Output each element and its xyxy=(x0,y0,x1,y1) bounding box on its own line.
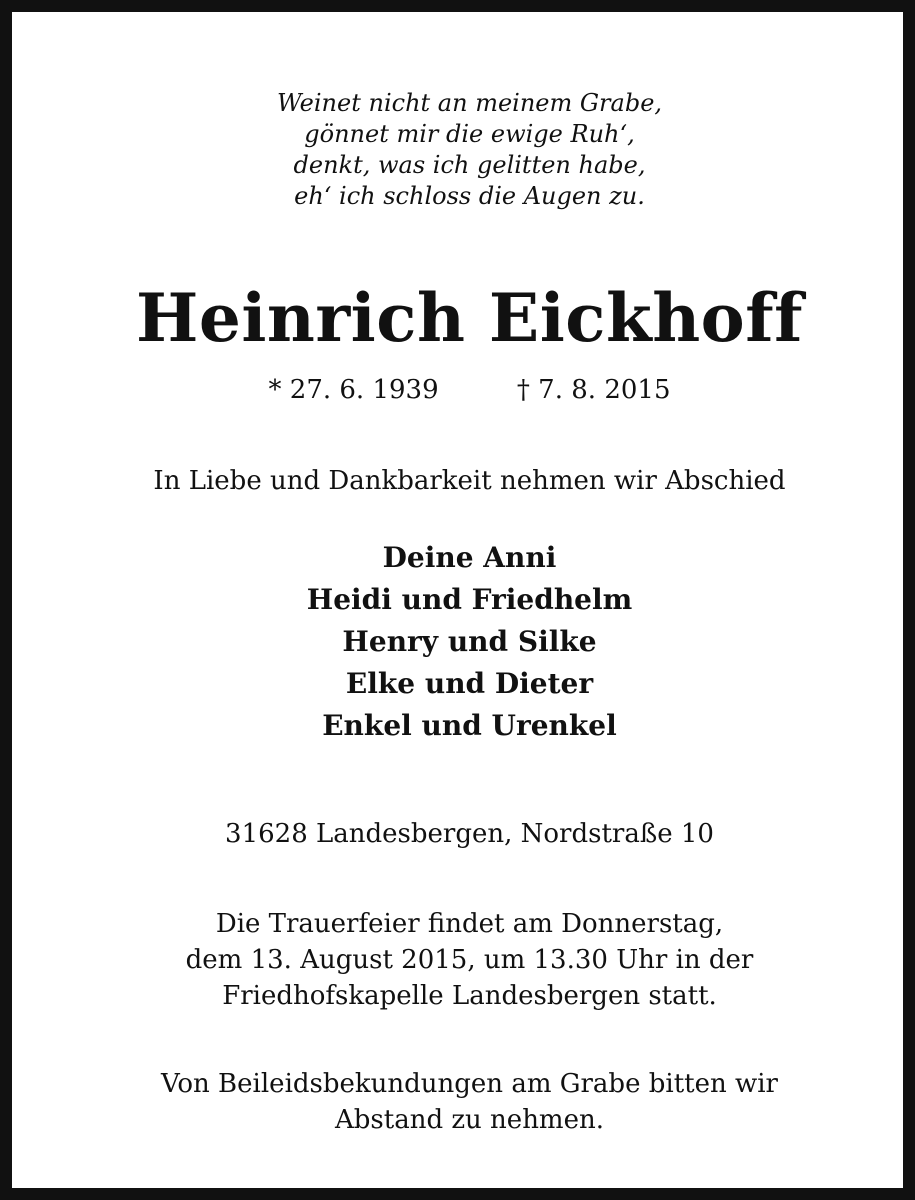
poem-line: Weinet nicht an meinem Grabe, xyxy=(276,89,663,117)
service-line: dem 13. August 2015, um 13.30 Uhr in der xyxy=(185,945,754,975)
mourner-name: Enkel und Urenkel xyxy=(322,709,617,742)
family-address: 31628 Landesbergen, Nordstraße 10 xyxy=(225,819,714,849)
mourner-name: Heidi und Friedhelm xyxy=(306,583,633,616)
birth-date: * 27. 6. 1939 xyxy=(268,375,439,405)
deceased-name: Heinrich Eickhoff xyxy=(136,279,803,357)
funeral-service-notice xyxy=(12,906,915,1014)
farewell-text: In Liebe und Dankbarkeit nehmen wir Abschied xyxy=(153,466,786,496)
condolence-line: Abstand zu nehmen. xyxy=(334,1105,604,1135)
mourner-name: Deine Anni xyxy=(382,541,557,574)
poem-line: gönnet mir die ewige Ruh‘, xyxy=(304,120,635,148)
mourner-name: Elke und Dieter xyxy=(345,667,594,700)
service-line: Friedhofskapelle Landesbergen statt. xyxy=(222,981,717,1011)
poem-line: eh‘ ich schloss die Augen zu. xyxy=(294,182,645,210)
poem-verse xyxy=(12,88,915,212)
life-dates xyxy=(12,373,915,407)
mourner-name: Henry und Silke xyxy=(342,625,597,658)
condolence-line: Von Beileidsbekundungen am Grabe bitten wir xyxy=(161,1069,778,1099)
condolence-notice xyxy=(12,1066,915,1138)
service-line: Die Trauerfeier findet am Donnerstag, xyxy=(215,909,724,939)
mourners-list xyxy=(12,537,915,747)
death-date: † 7. 8. 2015 xyxy=(516,375,671,405)
poem-line: denkt, was ich gelitten habe, xyxy=(293,151,646,179)
